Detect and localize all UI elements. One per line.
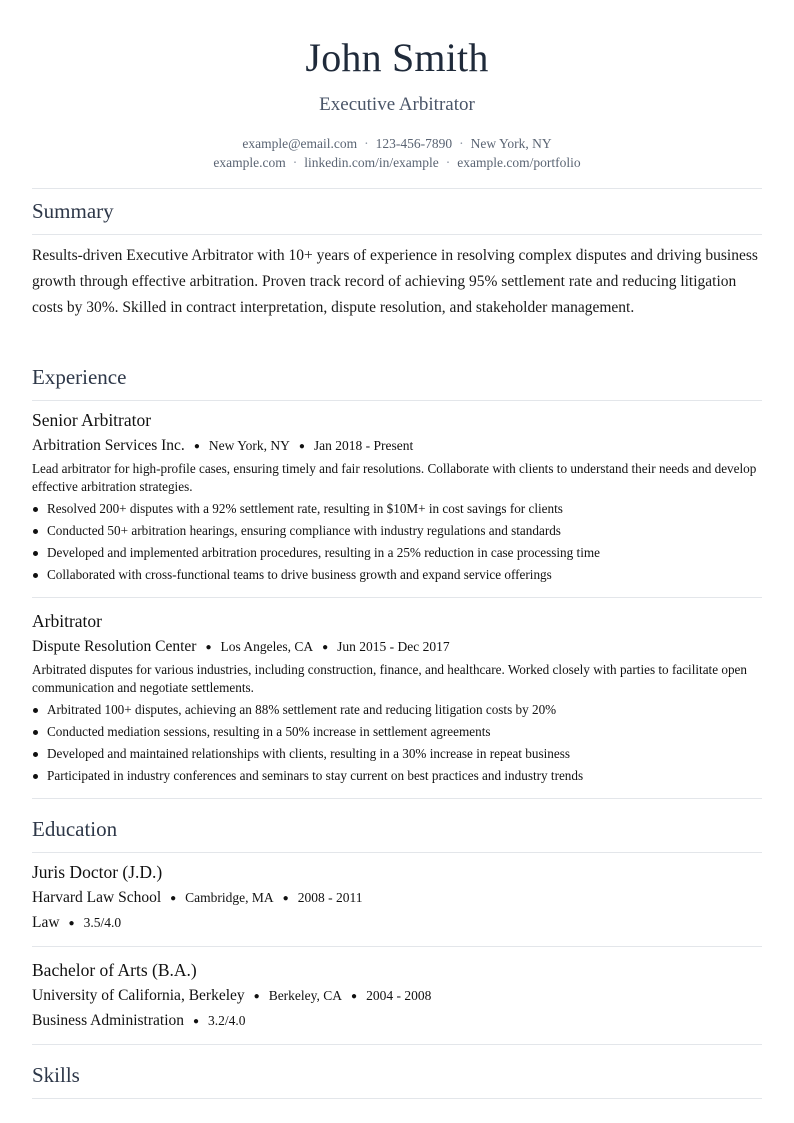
meta-dot: ● xyxy=(205,642,212,653)
education-item-divider xyxy=(32,946,762,947)
list-item xyxy=(32,520,762,542)
candidate-title: Executive Arbitrator xyxy=(319,94,475,115)
bullet-icon xyxy=(33,551,38,556)
list-item xyxy=(32,542,762,564)
meta-dot: ● xyxy=(193,1016,200,1027)
experience-divider xyxy=(32,400,762,401)
job-description: Arbitrated disputes for various industries, including construction, finance, and healthcare. Worked closely with parties to facilitate open communication and negotiate settlements. xyxy=(32,662,748,695)
education-meta xyxy=(32,888,362,910)
contact-line-links xyxy=(32,154,762,172)
job-achievements xyxy=(32,699,762,787)
list-item xyxy=(32,743,762,765)
job-company: Arbitration Services Inc. xyxy=(32,437,185,454)
list-item-text: Resolved 200+ disputes with a 92% settlement rate, resulting in $10M+ in cost savings for clients xyxy=(47,501,563,516)
contact-portfolio[interactable]: example.com/portfolio xyxy=(457,155,581,170)
gpa: 3.5/4.0 xyxy=(83,915,122,930)
bullet-icon xyxy=(33,774,38,779)
job-dates: Jan 2018 - Present xyxy=(313,438,414,453)
field-of-study: Law xyxy=(32,914,60,931)
list-item-text: Conducted mediation sessions, resulting in a 50% increase in settlement agreements xyxy=(47,724,491,739)
summary-text: Results-driven Executive Arbitrator with 10+ years of experience in resolving complex disputes and driving business growth through effective arbitration. Proven track record of achieving 95% settlement rate and reducing litigation costs by 30%. Skilled in contract interpretation, dispute resolution, and stakeholder management. xyxy=(32,247,758,316)
school-name: Harvard Law School xyxy=(32,889,162,906)
contact-phone[interactable]: 123-456-7890 xyxy=(375,136,453,151)
job-dates: Jun 2015 - Dec 2017 xyxy=(337,639,450,654)
list-item xyxy=(32,498,762,520)
summary-divider xyxy=(32,234,762,235)
list-item-text: Developed and maintained relationships with clients, resulting in a 30% increase in repeat business xyxy=(47,746,570,761)
education-meta xyxy=(32,986,431,1008)
list-item-text: Participated in industry conferences and seminars to stay current on best practices and industry trends xyxy=(47,768,584,783)
list-item xyxy=(32,721,762,743)
meta-dot: ● xyxy=(322,642,329,653)
contact-location: New York, NY xyxy=(470,136,552,151)
education-field-meta xyxy=(32,1011,246,1033)
gpa: 3.2/4.0 xyxy=(208,1013,246,1028)
meta-dot: ● xyxy=(298,441,305,452)
meta-dot: ● xyxy=(68,918,75,929)
school-dates: 2008 - 2011 xyxy=(297,890,363,905)
bullet-icon xyxy=(33,573,38,578)
header-divider xyxy=(32,188,762,189)
job-company: Dispute Resolution Center xyxy=(32,638,197,655)
list-item xyxy=(32,564,762,586)
candidate-name: John Smith xyxy=(305,35,489,80)
education-field-meta xyxy=(32,913,121,935)
school-dates: 2004 - 2008 xyxy=(366,988,432,1003)
contact-email[interactable]: example@email.com xyxy=(242,136,358,151)
list-item-text: Arbitrated 100+ disputes, achieving an 88% settlement rate and reducing litigation costs by 20% xyxy=(47,702,557,717)
bullet-icon xyxy=(33,752,38,757)
job-divider xyxy=(32,597,762,598)
bullet-icon xyxy=(33,507,38,512)
contact-separator: · xyxy=(445,155,451,170)
bullet-icon xyxy=(33,529,38,534)
job-title: Senior Arbitrator xyxy=(32,410,152,430)
contact-website[interactable]: example.com xyxy=(213,155,286,170)
job-meta xyxy=(32,637,450,659)
job-description: Lead arbitrator for high-profile cases, ensuring timely and fair resolutions. Collaborate with clients to understand their needs and develop effective arbitration strategies. xyxy=(32,461,757,494)
contact-separator: · xyxy=(292,155,298,170)
meta-dot: ● xyxy=(282,893,289,904)
list-item-text: Developed and implemented arbitration procedures, resulting in a 25% reduction in case processing time xyxy=(47,545,600,560)
experience-heading: Experience xyxy=(32,365,127,389)
skills-divider xyxy=(32,1098,762,1099)
field-of-study: Business Administration xyxy=(32,1012,184,1029)
bullet-icon xyxy=(33,730,38,735)
education-divider xyxy=(32,852,762,853)
meta-dot: ● xyxy=(170,893,177,904)
meta-dot: ● xyxy=(351,991,358,1002)
contact-separator: · xyxy=(459,136,464,151)
education-end-divider xyxy=(32,1044,762,1045)
list-item-text: Conducted 50+ arbitration hearings, ensuring compliance with industry regulations and standards xyxy=(47,523,561,538)
job-title: Arbitrator xyxy=(32,611,102,631)
list-item xyxy=(32,765,762,787)
contact-separator: · xyxy=(364,136,369,151)
contact-line-primary xyxy=(32,135,762,153)
school-location: Berkeley, CA xyxy=(268,988,343,1003)
list-item-text: Collaborated with cross-functional teams to drive business growth and expand service offerings xyxy=(47,567,552,582)
job-location: Los Angeles, CA xyxy=(220,639,314,654)
degree-title: Bachelor of Arts (B.A.) xyxy=(32,960,197,980)
summary-heading: Summary xyxy=(32,199,114,223)
experience-end-divider xyxy=(32,798,762,799)
bullet-icon xyxy=(33,708,38,713)
meta-dot: ● xyxy=(193,441,200,452)
job-location: New York, NY xyxy=(208,438,290,453)
job-meta xyxy=(32,436,413,458)
job-achievements xyxy=(32,498,762,586)
contact-linkedin[interactable]: linkedin.com/in/example xyxy=(304,155,439,170)
education-heading: Education xyxy=(32,817,118,841)
school-name: University of California, Berkeley xyxy=(32,987,245,1004)
skills-heading: Skills xyxy=(32,1063,80,1087)
degree-title: Juris Doctor (J.D.) xyxy=(32,862,163,882)
meta-dot: ● xyxy=(253,991,260,1002)
school-location: Cambridge, MA xyxy=(185,890,274,905)
list-item xyxy=(32,699,762,721)
